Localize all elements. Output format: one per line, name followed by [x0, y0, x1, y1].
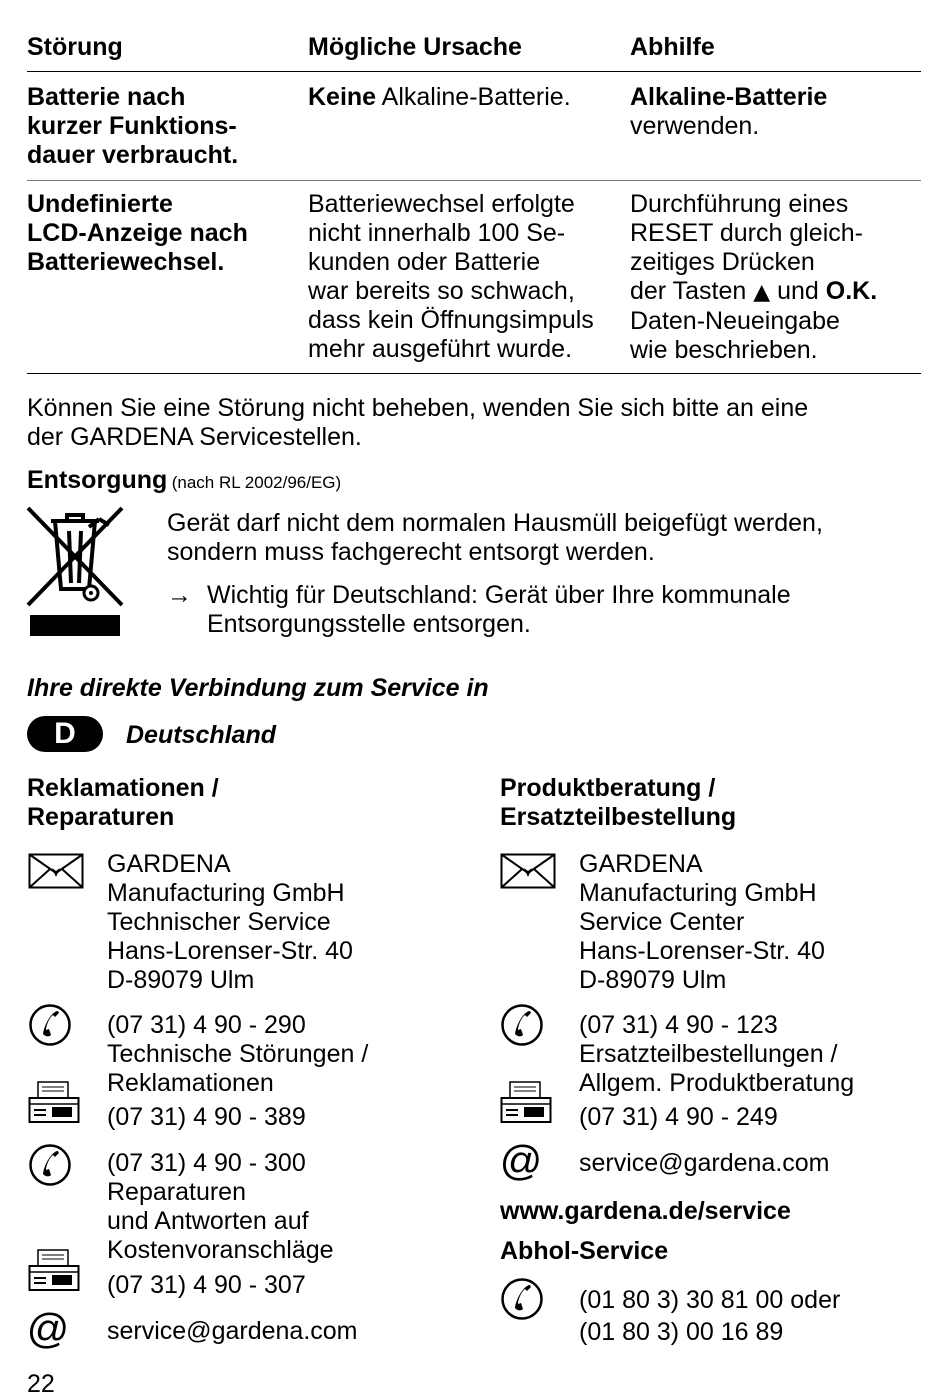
service-note-line: der GARDENA Servicestellen.	[27, 423, 362, 451]
address-line: Technischer Service	[107, 908, 331, 936]
service-heading: Ihre direkte Verbindung zum Service in	[27, 674, 489, 702]
row2-ursache-line: kunden oder Batterie	[308, 248, 541, 276]
row2-abhilfe-keys-line	[630, 277, 877, 307]
row1-ursache	[308, 83, 571, 112]
address-line: Manufacturing GmbH	[107, 879, 345, 907]
row2-stoerung-line: LCD-Anzeige nach	[27, 219, 248, 247]
left-phone1	[107, 1011, 368, 1098]
phone-desc: Allgem. Produktberatung	[579, 1069, 855, 1097]
keys-prefix: der Tasten	[630, 277, 754, 305]
address-line: D-89079 Ulm	[579, 966, 727, 994]
row2-ursache-line: Batteriewechsel erfolgte	[308, 190, 575, 218]
envelope-icon	[28, 853, 84, 889]
row1-stoerung-line: dauer verbraucht.	[27, 141, 239, 169]
page-number: 22	[27, 1370, 55, 1398]
disposal-note	[207, 581, 791, 639]
fax-icon	[500, 1080, 552, 1126]
row2-ursache-line: mehr ausgeführt wurde.	[308, 335, 573, 363]
country-code: D	[54, 717, 76, 750]
at-icon: @	[499, 1137, 542, 1184]
phone-number[interactable]: (07 31) 4 90 - 290	[107, 1011, 306, 1039]
at-icon: @	[26, 1305, 69, 1352]
left-title	[27, 774, 219, 832]
up-triangle-key-icon: ▲	[753, 280, 771, 305]
disposal-note-line: Entsorgungsstelle entsorgen.	[207, 610, 531, 638]
disposal-regulation: (nach RL 2002/96/EG)	[171, 473, 342, 492]
row1-ursache-bold: Keine	[308, 83, 377, 111]
email-link[interactable]: service@gardena.com	[579, 1149, 830, 1177]
disposal-note-line: Wichtig für Deutschland: Gerät über Ihre kommunale	[207, 581, 791, 609]
phone-desc: und Antworten auf	[107, 1207, 309, 1235]
disposal-heading	[27, 466, 341, 495]
disposal-title: Entsorgung	[27, 466, 168, 494]
disposal-text-line: Gerät darf nicht dem normalen Hausmüll beigefügt werden,	[167, 509, 823, 537]
col-header-abhilfe: Abhilfe	[630, 33, 715, 61]
left-address	[107, 850, 353, 995]
phone-number[interactable]: (01 80 3) 30 81 00 oder	[579, 1286, 841, 1314]
disposal-text	[167, 509, 823, 567]
email-link[interactable]: service@gardena.com	[107, 1317, 358, 1345]
right-title	[500, 774, 736, 832]
phone-desc: Reparaturen	[107, 1178, 246, 1206]
fax-number[interactable]: (07 31) 4 90 - 307	[107, 1271, 306, 1299]
pickup-phones	[579, 1286, 840, 1347]
website-link[interactable]: www.gardena.de/service	[500, 1197, 791, 1225]
row1-stoerung-line: kurzer Funktions-	[27, 112, 237, 140]
row-divider	[27, 180, 921, 181]
country-badge	[27, 716, 103, 752]
ok-key-label: O.K.	[825, 277, 878, 305]
row2-abhilfe-line: Durchführung eines	[630, 190, 849, 218]
col-header-stoerung: Störung	[27, 33, 123, 61]
phone-icon	[28, 1002, 72, 1048]
country-name: Deutschland	[126, 721, 277, 749]
row1-abhilfe-bold: Alkaline-Batterie	[630, 83, 828, 111]
envelope-icon	[500, 853, 556, 889]
address-line: GARDENA	[579, 850, 703, 878]
col-header-ursache: Mögliche Ursache	[308, 33, 522, 61]
right-address	[579, 850, 825, 995]
address-line: Service Center	[579, 908, 745, 936]
left-title-line: Reparaturen	[27, 803, 175, 831]
fax-number[interactable]: (07 31) 4 90 - 389	[107, 1103, 306, 1131]
phone-desc: Reklamationen	[107, 1069, 274, 1097]
phone-number[interactable]: (01 80 3) 00 16 89	[579, 1318, 784, 1346]
row2-stoerung	[27, 190, 248, 277]
phone-icon	[500, 1002, 544, 1048]
address-line: Hans-Lorenser-Str. 40	[107, 937, 353, 965]
row2-ursache-line: dass kein Öffnungsimpuls	[308, 306, 594, 334]
right-title-line: Ersatzteilbestellung	[500, 803, 737, 831]
phone-desc: Ersatzteilbestellungen /	[579, 1040, 838, 1068]
header-divider	[27, 71, 921, 72]
phone-icon	[500, 1276, 544, 1322]
row2-abhilfe	[630, 190, 877, 365]
disposal-text-line: sondern muss fachgerecht entsorgt werden.	[167, 538, 655, 566]
fax-icon	[28, 1080, 80, 1126]
right-title-line: Produktberatung /	[500, 774, 716, 802]
fax-icon	[28, 1248, 80, 1294]
arrow-icon: →	[167, 581, 192, 609]
row1-abhilfe	[630, 83, 827, 141]
row1-stoerung	[27, 83, 238, 170]
left-title-line: Reklamationen /	[27, 774, 219, 802]
address-line: GARDENA	[107, 850, 231, 878]
row2-abhilfe-line: wie beschrieben.	[630, 336, 818, 364]
row2-abhilfe-line: Daten-Neueingabe	[630, 307, 840, 335]
row2-ursache	[308, 190, 594, 364]
fax-number[interactable]: (07 31) 4 90 - 249	[579, 1103, 778, 1131]
phone-number[interactable]: (07 31) 4 90 - 300	[107, 1149, 306, 1177]
service-note	[27, 394, 808, 452]
phone-number[interactable]: (07 31) 4 90 - 123	[579, 1011, 778, 1039]
table-bottom-rule	[27, 373, 921, 374]
row1-ursache-rest: Alkaline-Batterie.	[376, 83, 571, 111]
phone-desc: Kostenvoranschläge	[107, 1236, 334, 1264]
right-phone1	[579, 1011, 854, 1098]
address-line: Hans-Lorenser-Str. 40	[579, 937, 825, 965]
row2-ursache-line: nicht innerhalb 100 Se-	[308, 219, 566, 247]
crossed-bin-icon	[25, 505, 125, 637]
phone-icon	[28, 1142, 72, 1188]
address-line: Manufacturing GmbH	[579, 879, 817, 907]
row2-stoerung-line: Batteriewechsel.	[27, 248, 225, 276]
pickup-title: Abhol-Service	[500, 1237, 669, 1265]
row2-ursache-line: war bereits so schwach,	[308, 277, 575, 305]
row2-abhilfe-line: RESET durch gleich-	[630, 219, 863, 247]
phone-desc: Technische Störungen /	[107, 1040, 369, 1068]
left-phone2	[107, 1149, 334, 1265]
row2-stoerung-line: Undefinierte	[27, 190, 173, 218]
service-note-line: Können Sie eine Störung nicht beheben, wenden Sie sich bitte an eine	[27, 394, 809, 422]
address-line: D-89079 Ulm	[107, 966, 255, 994]
row1-stoerung-line: Batterie nach	[27, 83, 186, 111]
row1-abhilfe-rest: verwenden.	[630, 112, 760, 140]
row2-abhilfe-line: zeitiges Drücken	[630, 248, 815, 276]
keys-mid: und	[770, 277, 826, 305]
